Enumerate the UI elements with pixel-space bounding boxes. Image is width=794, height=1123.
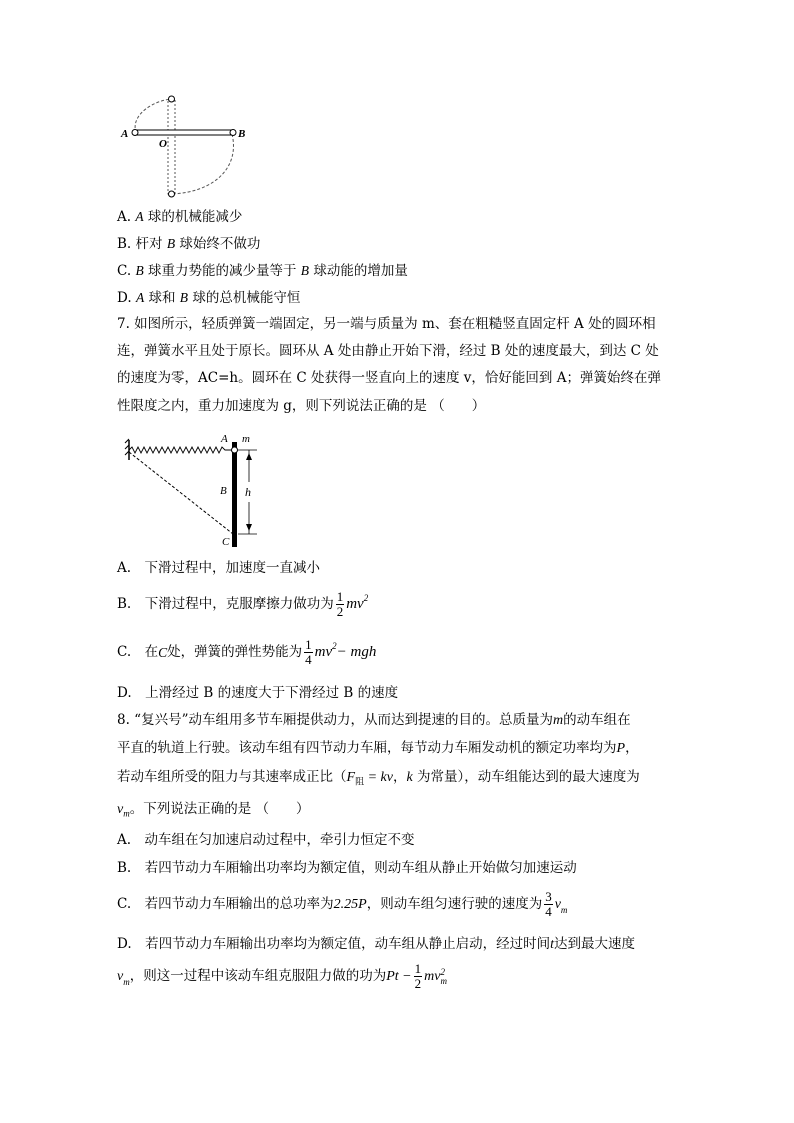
q6-option-b[interactable]: B. 杆对 B 球始终不做功 <box>117 236 261 252</box>
fig2-label-c: C <box>222 536 230 548</box>
fraction-three-quarters: $\frac{3}{4}$ <box>545 889 552 919</box>
rod-figure <box>115 92 250 202</box>
fig1-label-b: B <box>238 128 246 140</box>
q7-option-d[interactable]: D. 上滑经过 B 的速度大于下滑经过 B 的速度 <box>117 685 399 701</box>
q7-stem-line-3: 的速度为零，AC=h。圆环在 C 处获得一竖直向上的速度 v，恰好能回到 A；弹簧始终在弹 <box>117 370 661 386</box>
q8-stem-line-1: 8. “复兴号”动车组用多节车厢提供动力，从而达到提速的目的。总质量为m的动车组在 <box>117 712 631 728</box>
q8-option-d-line-1[interactable]: D. 若四节动力车厢输出功率均为额定值，动车组从静止启动，经过时间t达到最大速度 <box>117 936 636 952</box>
q7-option-a[interactable]: A. 下滑过程中，加速度一直减小 <box>117 560 321 576</box>
q6-option-c[interactable]: C. B 球重力势能的减少量等于 B 球动能的增加量 <box>117 263 408 279</box>
q6-option-d[interactable]: D. A 球和 B 球的总机械能守恒 <box>117 290 301 306</box>
q7-option-c[interactable]: C. 在 C 处，弹簧的弹性势能为 $\frac{1}{4}$ mv $^2$ − mgh <box>117 637 377 667</box>
q6-option-a[interactable]: A. A 球的机械能减少 <box>117 209 243 225</box>
fig2-label-a: A <box>221 433 228 445</box>
fraction-half-d: $\frac{1}{2}$ <box>414 961 422 991</box>
fig1-label-a: A <box>121 128 129 140</box>
q8-option-d-line-2[interactable]: v $_m$ ，则这一过程中该动车组克服阻力做的功为 Pt − $\frac{1}{2}$ mv 2 m <box>117 961 447 991</box>
q8-option-b[interactable]: B. 若四节动力车厢输出功率均为额定值，则动车组从静止开始做匀加速运动 <box>117 860 577 876</box>
fig2-label-m: m <box>242 433 250 445</box>
q8-stem-line-4: $v_m$。下列说法正确的是 （ ） <box>117 801 310 819</box>
q8-option-a[interactable]: A. 动车组在匀加速启动过程中，牵引力恒定不变 <box>117 832 415 848</box>
spring-rod-figure <box>120 430 270 552</box>
q7-stem-line-1: 7. 如图所示，轻质弹簧一端固定，另一端与质量为 m、套在粗糙竖直固定杆 A 处的圆环相 <box>117 316 656 332</box>
fraction-quarter: $\frac{1}{4}$ <box>305 637 312 667</box>
fig1-label-o: O <box>159 138 167 150</box>
q7-stem-line-2: 连，弹簧水平且处于原长。圆环从 A 处由静止开始下滑，经过 B 处的速度最大，到达 C 处 <box>117 343 659 359</box>
fig2-label-b: B <box>220 485 227 497</box>
q8-stem-line-2: 平直的轨道上行驶。该动车组有四节动力车厢，每节动力车厢发动机的额定功率均为P， <box>117 740 639 756</box>
q8-option-c[interactable]: C. 若四节动力车厢输出的总功率为 2.25P ，则动车组匀速行驶的速度为 $\frac{3}{4}$ v $_m$ <box>117 889 568 919</box>
q8-stem-line-3: 若动车组所受的阻力与其速率成正比（$F_阻$ = kv，k 为常量），动车组能达到的最大速度为 <box>117 769 640 788</box>
fraction-half: $\frac{1}{2}$ <box>336 589 344 619</box>
q7-option-b[interactable]: B. 下滑过程中，克服摩擦力做功为 $\frac{1}{2}$ mv $^2$ <box>117 589 369 619</box>
fig2-label-h: h <box>245 485 251 499</box>
q7-stem-line-4: 性限度之内，重力加速度为 g，则下列说法正确的是 （ ） <box>117 398 486 414</box>
